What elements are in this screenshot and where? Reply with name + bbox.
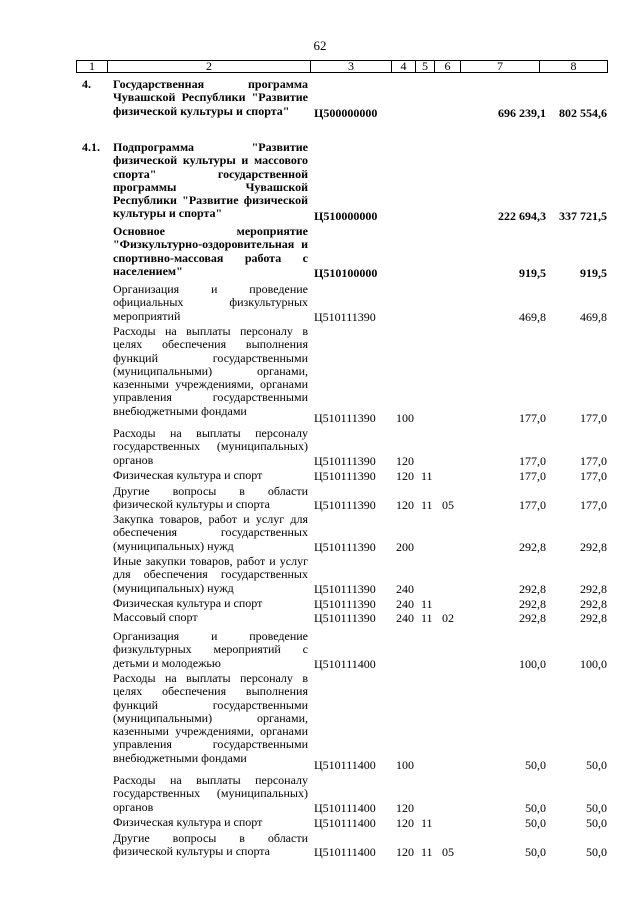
amount-col-7: 919,5 (519, 265, 546, 280)
header-col-7: 7 (461, 61, 540, 73)
row-name: Государственная программа Чувашской Республики "Развитие физической культуры и спорта" (113, 77, 308, 118)
table-row (0, 485, 640, 512)
column-number-header (76, 60, 608, 73)
target-article-code: Ц510111390 (314, 309, 376, 324)
expense-type-code: 120 (396, 815, 414, 830)
amount-col-8: 50,0 (586, 844, 607, 859)
row-name: Другие вопросы в области физической культуры и спорта (113, 831, 308, 859)
row-name: Расходы на выплаты персоналу в целях обеспечения выполнения функций государственными (муниципальными) органами, казенными учреждениями, органами управления государственными внебюджетными фондами (113, 671, 308, 765)
target-article-code: Ц510111390 (314, 610, 376, 625)
amount-col-7: 292,8 (519, 539, 546, 554)
row-name: Расходы на выплаты персоналу в целях обеспечения выполнения функций государственными (муниципальными) органами, казенными учреждениями, органами управления государственными внебюджетными фондами (113, 324, 308, 418)
header-col-6: 6 (435, 61, 461, 73)
row-name: Иные закупки товаров, работ и услуг для обеспечения государственных (муниципальных) нужд (113, 554, 308, 595)
page-number: 62 (313, 38, 327, 53)
amount-col-7: 100,0 (519, 656, 546, 671)
row-name: Физическая культура и спорт (113, 468, 263, 482)
row-name: Расходы на выплаты персоналу государственных (муниципальных) органов (113, 426, 308, 467)
target-article-code: Ц510111390 (314, 453, 376, 468)
expense-type-code: 240 (396, 581, 414, 596)
row-number: 4. (82, 77, 91, 91)
amount-col-8: 292,8 (580, 539, 607, 554)
table-row (0, 597, 640, 611)
target-article-code: Ц510111400 (314, 815, 376, 830)
amount-col-7: 177,0 (519, 497, 546, 512)
amount-col-8: 337 721,5 (559, 208, 607, 223)
amount-col-7: 50,0 (525, 815, 546, 830)
amount-col-8: 50,0 (586, 800, 607, 815)
target-article-code: Ц500000000 (314, 105, 378, 120)
expense-type-code: 100 (396, 757, 414, 772)
amount-col-7: 177,0 (519, 468, 546, 483)
amount-col-7: 50,0 (525, 844, 546, 859)
header-col-1: 1 (77, 61, 108, 73)
amount-col-8: 177,0 (580, 410, 607, 425)
target-article-code: Ц510111390 (314, 596, 376, 611)
target-article-code: Ц510100000 (314, 265, 378, 280)
target-article-code: Ц510111400 (314, 656, 376, 671)
expense-type-code: 100 (396, 410, 414, 425)
table-row (0, 141, 640, 223)
row-name: Закупка товаров, работ и услуг для обеспечения государственных (муниципальных) нужд (113, 512, 308, 553)
amount-col-8: 292,8 (580, 610, 607, 625)
amount-col-7: 292,8 (519, 610, 546, 625)
expense-type-code: 240 (396, 610, 414, 625)
row-name: Организация и проведение физкультурных мероприятий с детьми и молодежью (113, 629, 308, 670)
header-col-8: 8 (540, 61, 608, 73)
section-code: 11 (421, 610, 433, 625)
table-row (0, 78, 640, 120)
section-code: 11 (421, 468, 433, 483)
amount-col-7: 292,8 (519, 596, 546, 611)
target-article-code: Ц510000000 (314, 208, 378, 223)
table-row (0, 513, 640, 554)
amount-col-8: 177,0 (580, 497, 607, 512)
amount-col-7: 292,8 (519, 581, 546, 596)
section-code: 11 (421, 497, 433, 512)
target-article-code: Ц510111390 (314, 581, 376, 596)
amount-col-8: 469,8 (580, 309, 607, 324)
expense-type-code: 200 (396, 539, 414, 554)
header-col-3: 3 (311, 61, 392, 73)
table-row (0, 225, 640, 280)
expense-type-code: 120 (396, 800, 414, 815)
expense-type-code: 120 (396, 468, 414, 483)
table-row (0, 774, 640, 815)
row-name: Организация и проведение официальных физкультурных мероприятий (113, 282, 308, 323)
amount-col-7: 177,0 (519, 410, 546, 425)
row-name: Основное мероприятие "Физкультурно-оздоровительная и спортивно-массовая работа с населением" (113, 224, 308, 278)
table-row (0, 555, 640, 596)
expense-type-code: 240 (396, 596, 414, 611)
amount-col-7: 177,0 (519, 453, 546, 468)
expense-type-code: 120 (396, 453, 414, 468)
row-name: Физическая культура и спорт (113, 815, 263, 829)
subsection-code: 05 (442, 497, 454, 512)
amount-col-7: 469,8 (519, 309, 546, 324)
target-article-code: Ц510111390 (314, 497, 376, 512)
amount-col-8: 177,0 (580, 468, 607, 483)
table-row (0, 427, 640, 468)
expense-type-code: 120 (396, 844, 414, 859)
table-row (0, 816, 640, 830)
amount-col-8: 50,0 (586, 815, 607, 830)
target-article-code: Ц510111400 (314, 844, 376, 859)
header-col-4: 4 (392, 61, 416, 73)
table-row (0, 611, 640, 625)
section-code: 11 (421, 844, 433, 859)
table-row (0, 672, 640, 772)
table-row (0, 469, 640, 483)
amount-col-8: 292,8 (580, 581, 607, 596)
amount-col-7: 696 239,1 (498, 105, 546, 120)
target-article-code: Ц510111400 (314, 800, 376, 815)
header-col-2: 2 (108, 61, 311, 73)
row-number: 4.1. (82, 140, 100, 154)
target-article-code: Ц510111400 (314, 757, 376, 772)
subsection-code: 02 (442, 610, 454, 625)
amount-col-8: 919,5 (580, 265, 607, 280)
row-name: Физическая культура и спорт (113, 596, 263, 610)
amount-col-8: 292,8 (580, 596, 607, 611)
row-name: Расходы на выплаты персоналу государственных (муниципальных) органов (113, 773, 308, 814)
row-name: Другие вопросы в области физической культуры и спорта (113, 484, 308, 512)
target-article-code: Ц510111390 (314, 539, 376, 554)
header-col-5: 5 (416, 61, 435, 73)
amount-col-7: 222 694,3 (498, 208, 546, 223)
section-code: 11 (421, 815, 433, 830)
target-article-code: Ц510111390 (314, 410, 376, 425)
amount-col-8: 177,0 (580, 453, 607, 468)
table-row (0, 630, 640, 671)
amount-col-8: 802 554,6 (559, 105, 607, 120)
expense-type-code: 120 (396, 497, 414, 512)
table-row (0, 832, 640, 859)
amount-col-7: 50,0 (525, 800, 546, 815)
amount-col-8: 50,0 (586, 757, 607, 772)
subsection-code: 05 (442, 844, 454, 859)
table-row (0, 283, 640, 324)
target-article-code: Ц510111390 (314, 468, 376, 483)
section-code: 11 (421, 596, 433, 611)
amount-col-7: 50,0 (525, 757, 546, 772)
amount-col-8: 100,0 (580, 656, 607, 671)
row-name: Подпрограмма "Развитие физической культуры и массового спорта" государственной программы Чувашской Республики "Развитие физической культуры и спорта" (113, 140, 308, 221)
table-row (0, 325, 640, 425)
row-name: Массовый спорт (113, 610, 198, 624)
